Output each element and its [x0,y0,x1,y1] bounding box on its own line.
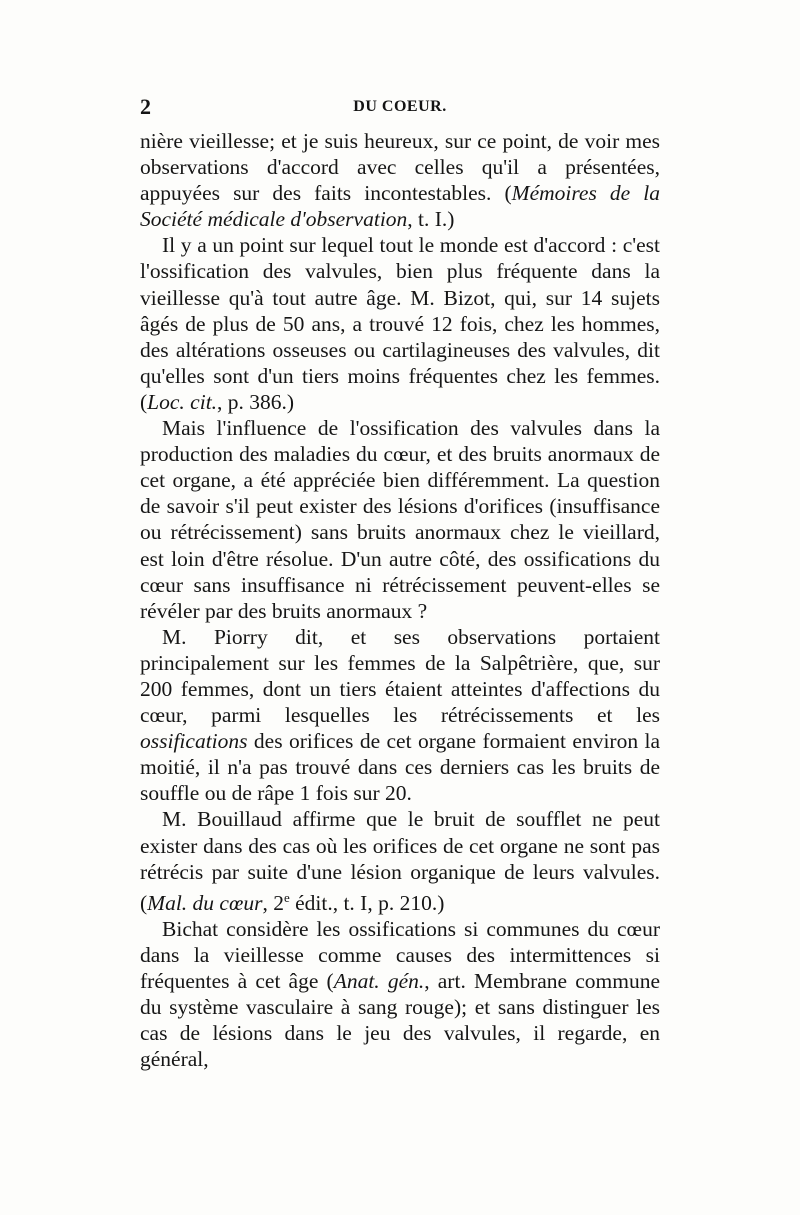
text-run: M. Piorry dit, et ses observations portaient principalement sur les femmes de la Salpêtrière, que, sur 200 femmes, dont un tiers étaient atteintes d'affections du cœur, parmi lesquelles les rétrécissements et les [140,624,660,728]
text-run: Mais l'influence de l'ossification des valvules dans la production des maladies du cœur, et des bruits anormaux de cet organe, a été appréciée bien différemment. La question de savoir s'il peut exister des lésions d'orifices (insuffisance ou rétrécissement) sans bruits anormaux chez le vieillard, est loin d'être résolue. D'un autre côté, des ossifications du cœur sans insuffisance ni rétrécissement peuvent-elles se révéler par des bruits anormaux ? [140,416,660,623]
paragraph [140,128,660,232]
body-text [140,128,660,1073]
italic-text: ossifications [140,729,248,754]
page-header [140,94,660,124]
paragraph [140,806,660,916]
text-run: Bichat considère les ossifications si communes du cœur dans la vieillesse comme causes des intermittences si fréquentes à cet âge ( [140,916,660,994]
running-title: DU COEUR. [353,98,447,115]
text-run: , p. 386.) [217,389,295,414]
text-run: e [283,889,290,905]
page-number: 2 [140,94,151,119]
text-run: , 2 [262,890,284,915]
paragraph [140,232,660,415]
text-run: nière vieillesse; et je suis heureux, sur ce point, de voir mes observations d'accord avec celles qu'il a présentées, appuyées sur des faits incontestables. ( [140,129,660,206]
italic-text: Anat. gén. [333,969,425,994]
paragraph [140,415,660,624]
italic-text: Mal. du cœur [147,890,263,915]
text-run: Il y a un point sur lequel tout le monde est d'accord : c'est l'ossification des valvules, bien plus fréquente dans la vieillesse qu'à tout autre âge. M. Bizot, qui, sur 14 sujets âgés de plus de 50 ans, a trouvé 12 fois, chez les hommes, des altérations osseuses ou cartilagineuses des valvules, dit qu'elles sont d'un tiers moins fréquentes chez les femmes. ( [140,233,660,414]
text-run: , art. Membrane commune du système vasculaire à sang rouge); et sans distinguer les cas de lésions dans le jeu des valvules, il regarde, en général, [140,969,661,1072]
italic-text: Mémoires de la Société médicale d'observation [140,181,661,232]
text-run: des orifices de cet organe formaient environ la moitié, il n'a pas trouvé dans ces derniers cas les bruits de souffle ou de râpe 1 fois sur 20. [140,729,660,806]
italic-text: Loc. cit. [147,389,218,414]
paragraph [140,916,660,1073]
paragraph [140,624,660,807]
text-run: M. Bouillaud affirme que le bruit de soufflet ne peut exister dans des cas où les orifices de cet organe ne sont pas rétrécis par suite d'une lésion organique de leurs valvules. ( [140,807,660,915]
text-run: édit., t. I, p. 210.) [289,890,445,915]
text-run: , t. I.) [407,207,455,232]
